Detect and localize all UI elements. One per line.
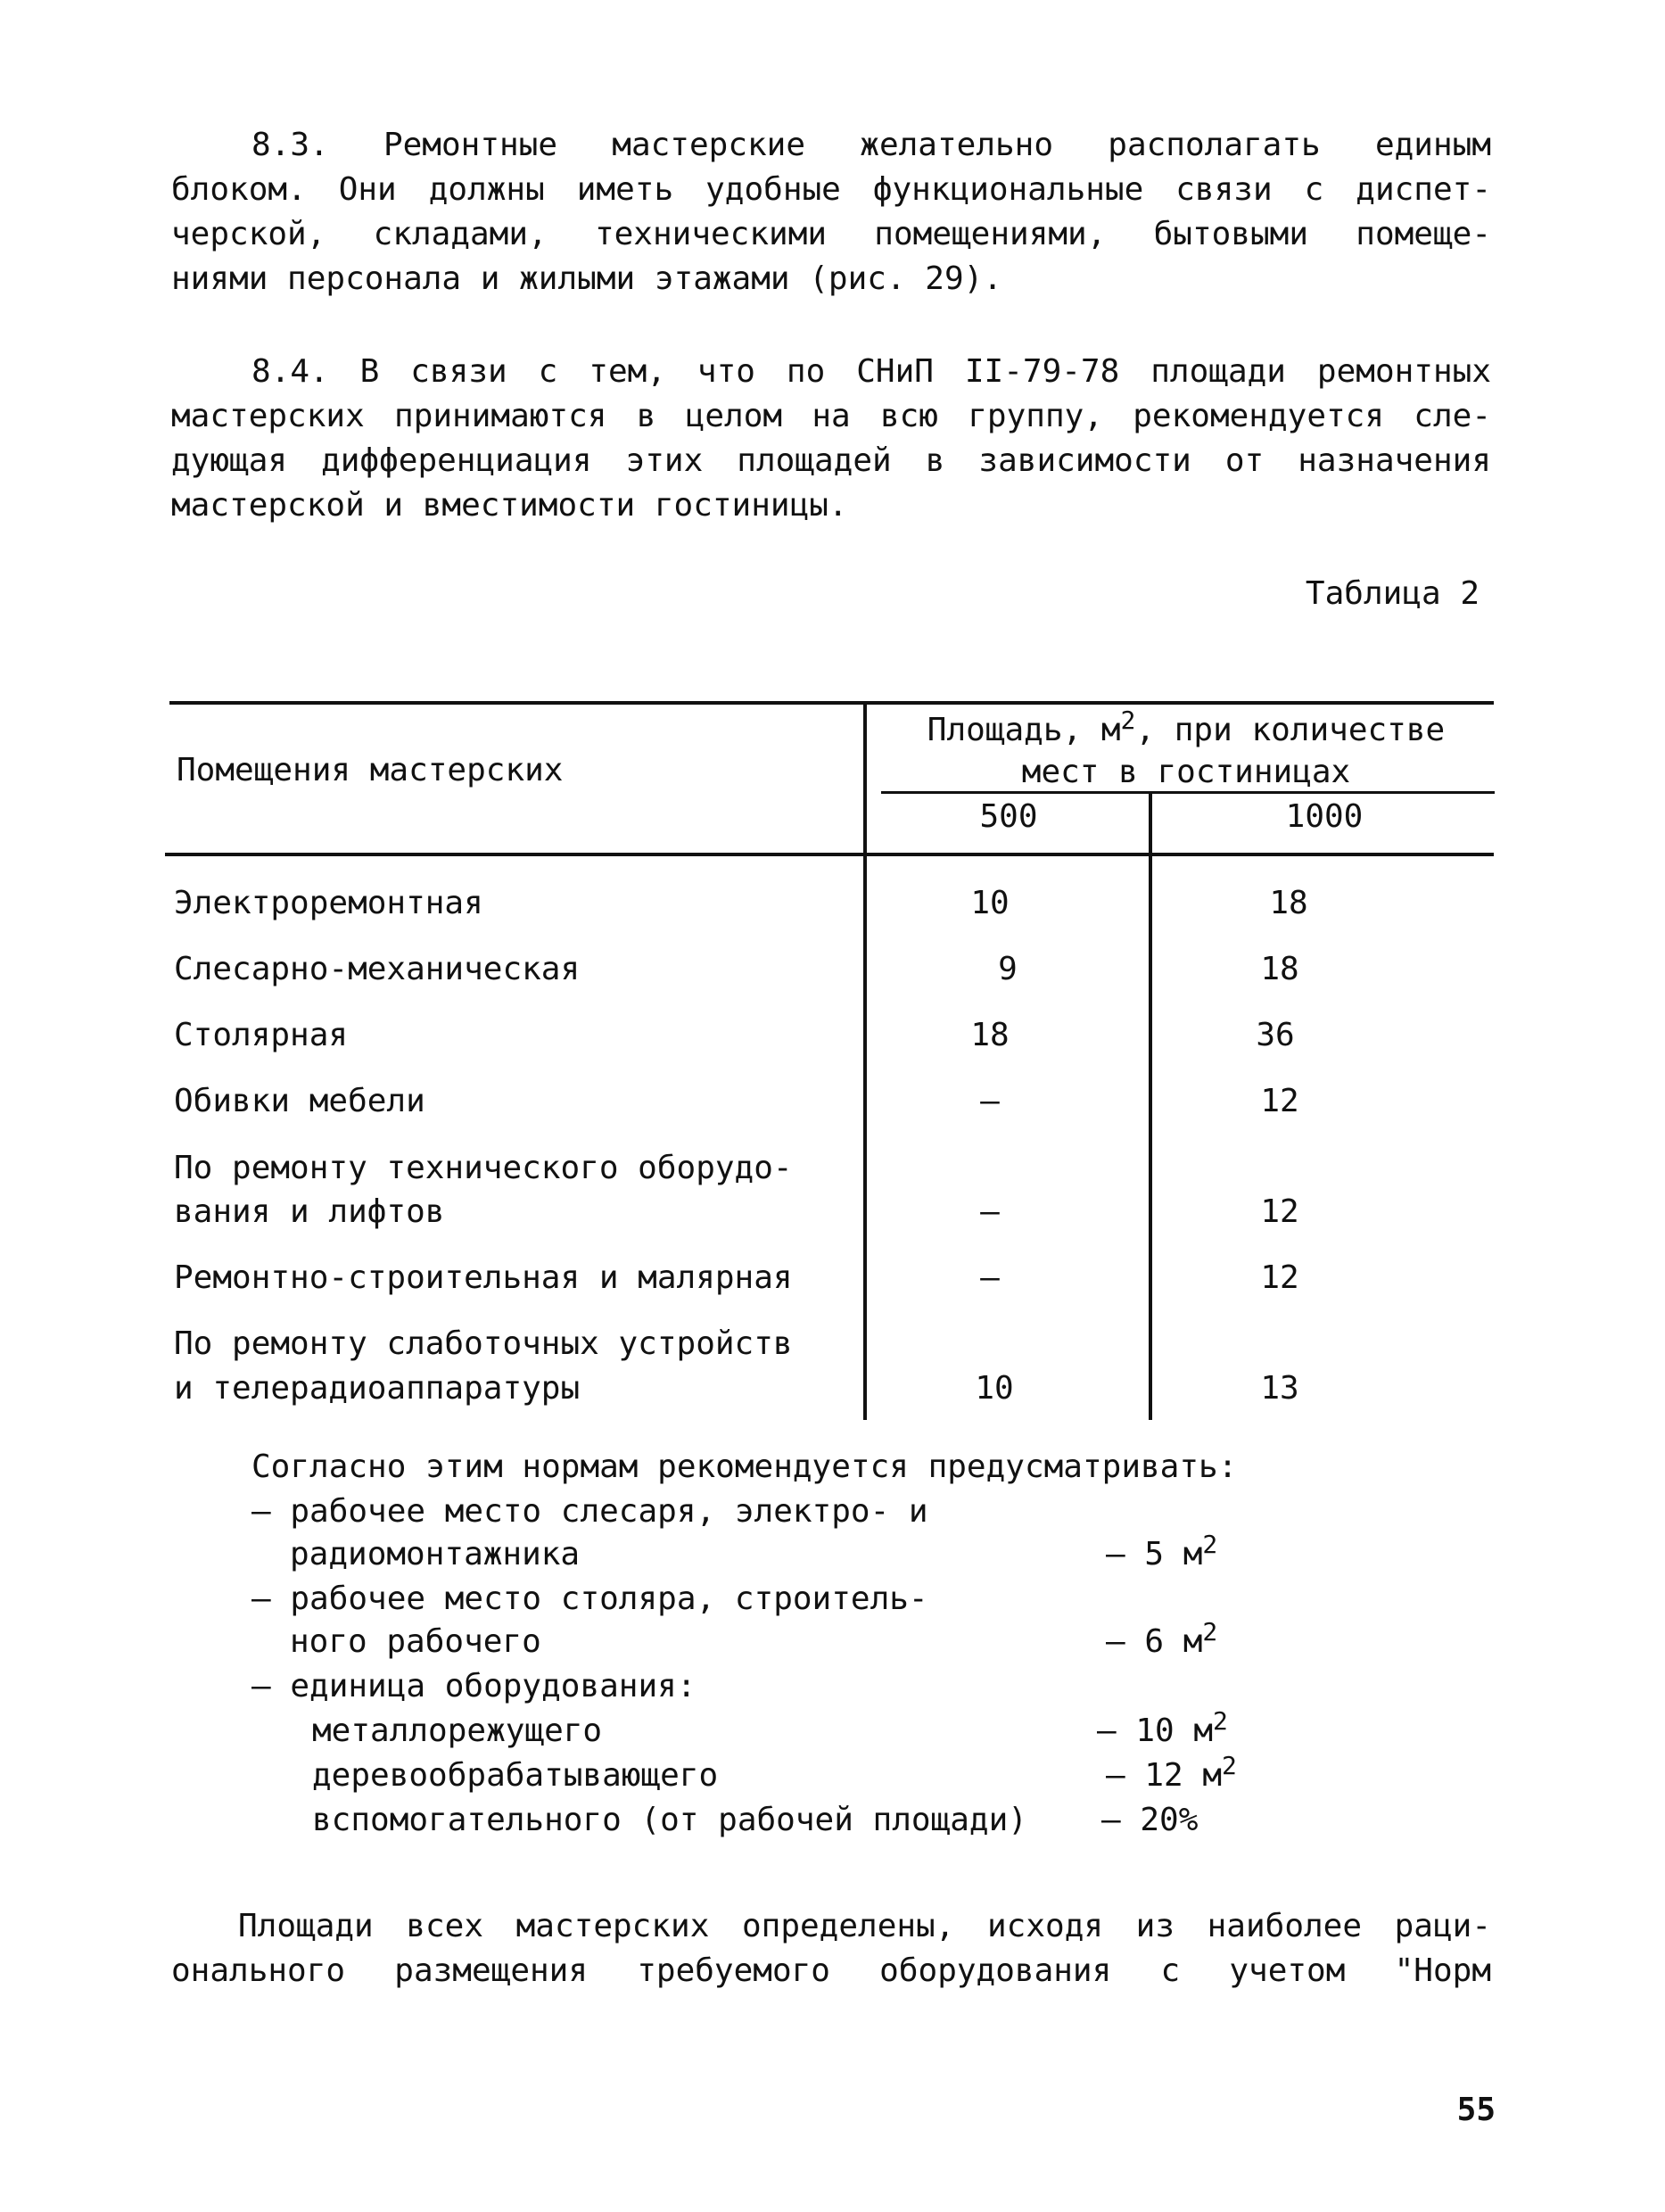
- value-text: – 5 м: [1106, 1536, 1203, 1572]
- table-cell: –: [980, 1083, 1000, 1119]
- paragraph-8-3: [171, 123, 1491, 301]
- table-header-1000: 1000: [1285, 798, 1364, 835]
- paragraph-8-4: [171, 350, 1491, 528]
- table-caption: Таблица 2: [1305, 575, 1480, 612]
- table-cell: 13: [1260, 1370, 1299, 1407]
- table-row-label: вания и лифтов: [174, 1193, 445, 1230]
- page-number: 55: [1456, 2092, 1496, 2128]
- closing-paragraph: [171, 1904, 1491, 1993]
- table-header-area: [878, 706, 1494, 752]
- table-row-label: Электроремонтная: [174, 885, 483, 921]
- paragraph-line: Площади всех мастерских определены, исходя из наиболее раци-: [238, 1908, 1491, 1944]
- recommend-item: радиомонтажника: [290, 1536, 581, 1572]
- recommend-item: – рабочее место слесаря, электро- и: [251, 1493, 928, 1530]
- value-text: – 6 м: [1106, 1623, 1203, 1660]
- table-cell: 12: [1260, 1083, 1299, 1119]
- value-sup: 2: [1213, 1706, 1228, 1736]
- area-header-text: Площадь, м: [927, 712, 1121, 748]
- paragraph-line: 8.3. Ремонтные мастерские желательно располагать единым: [251, 127, 1491, 163]
- recommend-value: – 20%: [1101, 1802, 1199, 1838]
- paragraph-line: ниями персонала и жилыми этажами (рис. 29).: [171, 260, 1002, 297]
- value-sup: 2: [1202, 1617, 1218, 1647]
- table-row-label: Слесарно-механическая: [174, 951, 581, 987]
- recommend-intro: Согласно этим нормам рекомендуется предусматривать:: [251, 1449, 1238, 1485]
- table-row-label: Обивки мебели: [174, 1083, 425, 1119]
- table-cell: 10: [970, 885, 1010, 921]
- table-header-room: Помещения мастерских: [177, 752, 564, 788]
- recommend-subitem: деревообрабатывающего: [312, 1757, 719, 1794]
- paragraph-line: мастерских принимаются в целом на всю группу, рекомендуется сле-: [171, 398, 1491, 434]
- paragraph-line: блоком. Они должны иметь удобные функциональные связи с диспет-: [171, 171, 1491, 208]
- table-cell: 12: [1260, 1193, 1299, 1230]
- table-cell: 18: [1269, 885, 1308, 921]
- recommend-subitem: вспомогательного (от рабочей площади): [312, 1802, 1027, 1838]
- recommend-item: ного рабочего: [290, 1623, 541, 1660]
- table-cell: 9: [998, 951, 1018, 987]
- recommend-item: – единица оборудования:: [251, 1668, 696, 1704]
- value-sup: 2: [1202, 1530, 1218, 1559]
- table-row-label: По ремонту технического оборудо-: [174, 1150, 793, 1186]
- value-text: – 10 м: [1097, 1713, 1214, 1749]
- recommend-value: [1106, 1617, 1218, 1664]
- table-header-bottom-rule: [165, 853, 1494, 856]
- paragraph-line: дующая дифференциация этих площадей в зависимости от назначения: [171, 442, 1491, 479]
- recommend-value: [1106, 1532, 1217, 1577]
- table-cell: –: [980, 1259, 1000, 1296]
- recommend-value: [1106, 1751, 1237, 1798]
- table-column-divider: [863, 703, 867, 1420]
- value-text: – 12 м: [1106, 1757, 1223, 1794]
- table-top-rule: [169, 701, 1494, 705]
- table-row-label: и телерадиоаппаратуры: [174, 1370, 581, 1407]
- table-cell: 18: [1260, 951, 1299, 987]
- table-cell: 18: [970, 1017, 1010, 1053]
- area-header-tail: , при количестве: [1135, 712, 1446, 748]
- recommend-subitem: металлорежущего: [312, 1713, 603, 1749]
- table-cell: 12: [1260, 1259, 1299, 1296]
- table-row-label: По ремонту слаботочных устройств: [174, 1325, 793, 1362]
- paragraph-line: онального размещения требуемого оборудования с учетом "Норм: [171, 1952, 1491, 1989]
- paragraph-line: мастерской и вместимости гостиницы.: [171, 487, 848, 524]
- table-cell: –: [980, 1193, 1000, 1230]
- recommend-item: – рабочее место столяра, строитель-: [251, 1581, 928, 1617]
- table-row-label: Ремонтно-строительная и малярная: [174, 1259, 793, 1296]
- recommend-value: [1097, 1706, 1228, 1754]
- table-cell: 36: [1256, 1017, 1295, 1053]
- paragraph-line: черской, складами, техническими помещениями, бытовыми помеще-: [171, 216, 1491, 252]
- paragraph-line: 8.4. В связи с тем, что по СНиП II-79-78 площади ремонтных: [251, 353, 1491, 390]
- table-row-label: Столярная: [174, 1017, 349, 1053]
- area-header-sup: 2: [1120, 706, 1136, 735]
- value-sup: 2: [1222, 1751, 1237, 1780]
- table-header-area-line2: мест в гостиницах: [1021, 754, 1351, 790]
- table-column-divider: [1149, 792, 1152, 1420]
- table-header-500: 500: [979, 798, 1038, 835]
- table-cell: 10: [975, 1370, 1014, 1407]
